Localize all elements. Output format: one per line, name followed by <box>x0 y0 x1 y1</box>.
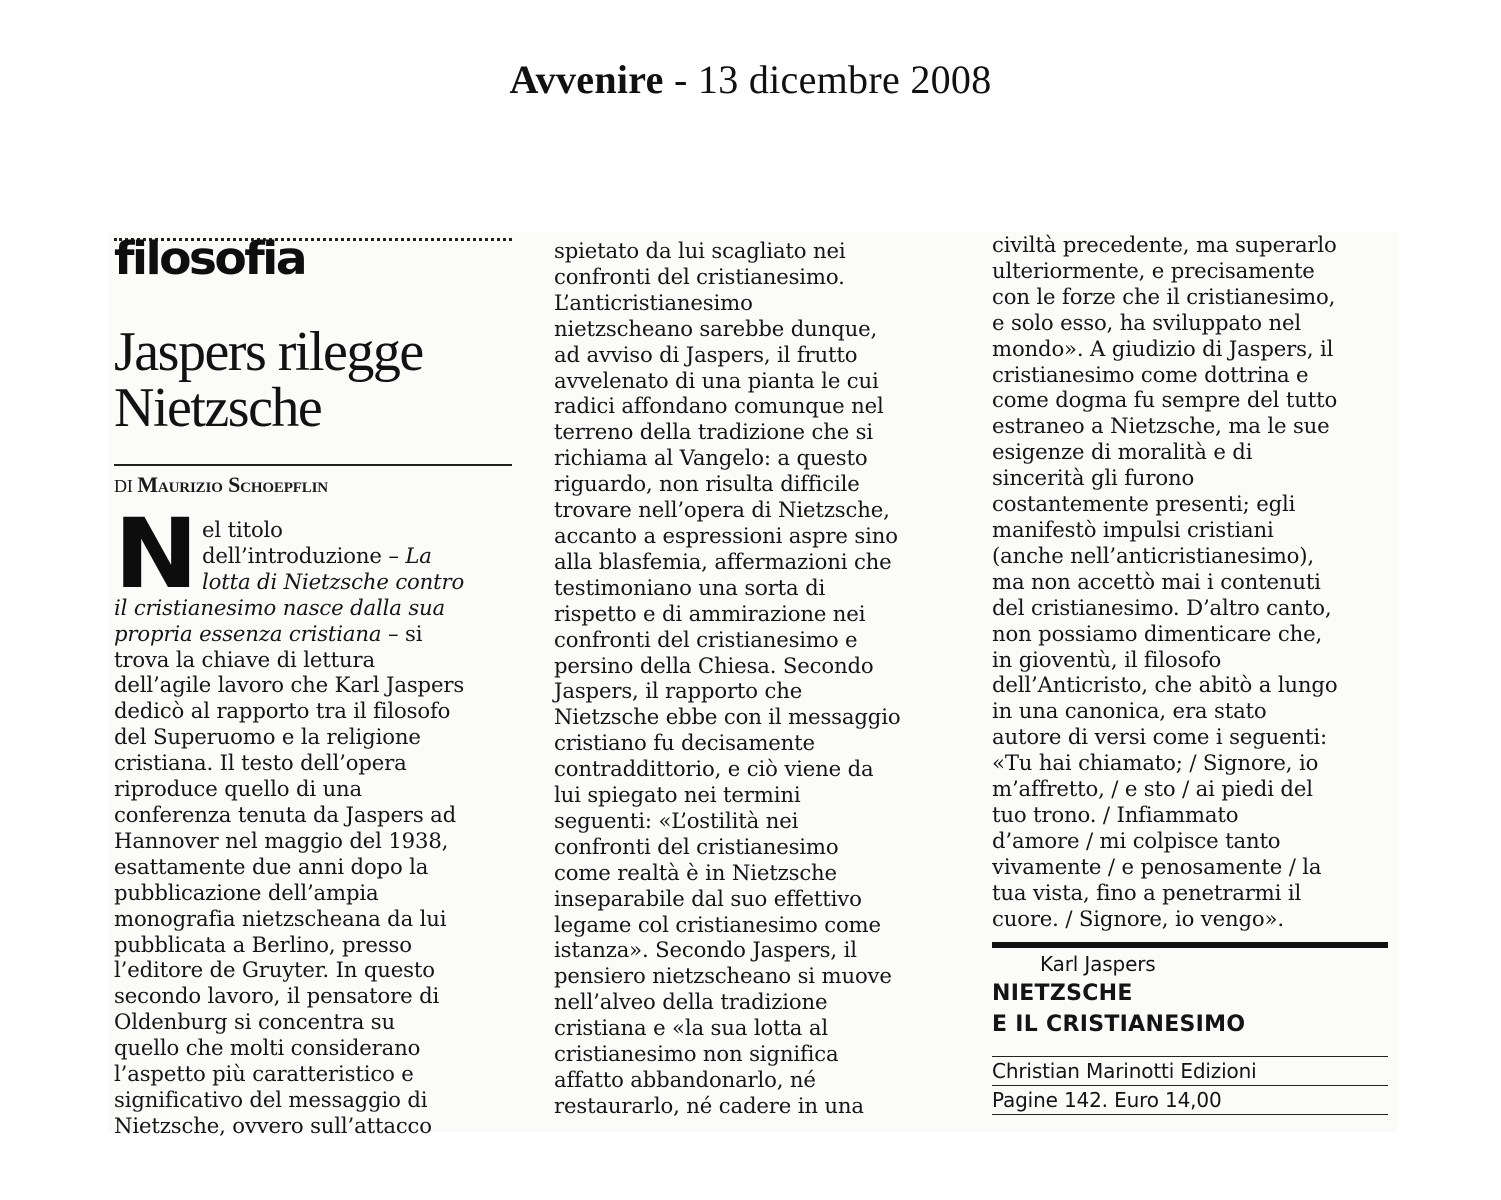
article-body-start <box>114 498 514 1139</box>
text-line: esattamente due anni dopo la <box>114 853 429 879</box>
headline-line: Nietzsche <box>114 377 322 439</box>
text-line: confronti del cristianesimo e <box>554 626 858 652</box>
text-line: Hannover nel maggio del 1938, <box>114 827 449 853</box>
text-line: cristiano fu decisamente <box>554 730 815 756</box>
text-block <box>554 238 954 1119</box>
byline <box>114 472 328 500</box>
text-line: m’affretto, / e sto / ai piedi del <box>992 776 1313 802</box>
text-line: monografia nietzscheana da lui <box>114 905 447 931</box>
text-line: (anche nell’anticristianesimo), <box>992 542 1314 568</box>
text-line: radici affondano comunque nel <box>554 393 884 419</box>
text-line: l’editore de Gruyter. In questo <box>114 957 435 983</box>
text-line: significativo del messaggio di <box>114 1086 428 1112</box>
text-line: cristianesimo non significa <box>554 1041 839 1067</box>
text-line: d’amore / mi colpisce tanto <box>992 827 1281 853</box>
text-line: cristiana. Il testo dell’opera <box>114 750 407 776</box>
text-line: testimoniano una sorta di <box>554 574 826 600</box>
text-fragment: dell’introduzione – <box>202 542 406 568</box>
book-title: E IL CRISTIANESIMO <box>992 1012 1246 1037</box>
book-title-italic: il cristianesimo nasce dalla sua <box>114 594 446 620</box>
text-line <box>114 621 514 647</box>
text-line: secondo lavoro, il pensatore di <box>114 983 440 1009</box>
newspaper-name: Avvenire <box>509 57 664 102</box>
text-line: cuore. / Signore, io vengo». <box>992 905 1284 931</box>
text-line: esigenze di moralità e di <box>992 439 1253 465</box>
text-line: persino della Chiesa. Secondo <box>554 652 874 678</box>
byline-prefix: DI <box>114 476 133 496</box>
text-line: in gioventù, il filosofo <box>992 646 1222 672</box>
drop-cap: N <box>114 498 199 610</box>
text-line: ulteriormente, e precisamente <box>992 257 1315 283</box>
text-line: sincerità gli furono <box>992 465 1195 491</box>
text-line: Nietzsche, ovvero sull’attacco <box>114 1112 432 1138</box>
text-line: confronti del cristianesimo <box>554 833 839 859</box>
publication-date: 13 dicembre 2008 <box>697 57 992 102</box>
text-line: seguenti: «L’ostilità nei <box>554 807 799 833</box>
text-line: del cristianesimo. D’altro canto, <box>992 594 1332 620</box>
text-line: «Tu hai chiamato; / Signore, io <box>992 750 1319 776</box>
text-line: riguardo, non risulta difficile <box>554 471 860 497</box>
text-line: Nietzsche ebbe con il messaggio <box>554 704 901 730</box>
article-column-2 <box>554 238 954 1119</box>
book-details: Pagine 142. Euro 14,00 <box>992 1086 1388 1115</box>
text-line: mondo». A giudizio di Jaspers, il <box>992 335 1334 361</box>
text-line: istanza». Secondo Jaspers, il <box>554 937 857 963</box>
text-line: lui spiegato nei termini <box>554 782 801 808</box>
text-line: terreno della tradizione che si <box>554 419 874 445</box>
text-line: autore di versi come i seguenti: <box>992 724 1327 750</box>
text-line: el titolo <box>202 517 283 542</box>
masthead-separator: - <box>663 57 698 102</box>
text-line: confronti del cristianesimo. <box>554 263 845 289</box>
text-line: con le forze che il cristianesimo, <box>992 283 1336 309</box>
book-info-box <box>992 950 1388 1115</box>
book-title: NIETZSCHE <box>992 981 1133 1006</box>
book-title-italic: propria essenza cristiana <box>114 620 382 646</box>
text-line: conferenza tenuta da Jaspers ad <box>114 801 457 827</box>
text-block <box>992 232 1392 931</box>
article-headline <box>114 321 534 439</box>
text-line: legame col cristianesimo come <box>554 911 881 937</box>
text-line: restaurarlo, né cadere in una <box>554 1092 864 1118</box>
text-line: civiltà precedente, ma superarlo <box>992 232 1337 257</box>
book-author: Karl Jaspers <box>1040 952 1156 976</box>
text-line: trova la chiave di lettura <box>114 646 375 672</box>
text-line: ma non accettò mai i contenuti <box>992 568 1321 594</box>
text-line: accanto a espressioni aspre sino <box>554 522 898 548</box>
text-line: trovare nell’opera di Nietzsche, <box>554 497 890 523</box>
text-line: dell’agile lavoro che Karl Jaspers <box>114 672 465 698</box>
book-publisher: Christian Marinotti Edizioni <box>992 1057 1388 1086</box>
text-line: contraddittorio, e ciò viene da <box>554 756 874 782</box>
text-line: vivamente / e penosamente / la <box>992 853 1322 879</box>
text-line: avvelenato di una pianta le cui <box>554 367 879 393</box>
article-column-3 <box>992 232 1392 1112</box>
text-line: come realtà è in Nietzsche <box>554 859 837 885</box>
text-line: e solo esso, ha sviluppato nel <box>992 309 1301 335</box>
text-line: in una canonica, era stato <box>992 698 1267 724</box>
headline-line: Jaspers rilegge <box>114 321 423 383</box>
text-line: come dogma fu sempre del tutto <box>992 387 1338 413</box>
text-line: pubblicazione dell’ampia <box>114 879 379 905</box>
headline-rule <box>114 464 512 466</box>
text-line: tuo trono. / Infiammato <box>992 801 1239 827</box>
section-label: filosofia <box>114 232 306 285</box>
text-block <box>114 647 514 1139</box>
text-line: ad avviso di Jaspers, il frutto <box>554 341 858 367</box>
text-line: manifestò impulsi cristiani <box>992 516 1274 542</box>
newspaper-clipping <box>108 232 1398 1138</box>
author-name: Maurizio Schoepflin <box>137 472 328 497</box>
masthead <box>0 56 1501 103</box>
text-line: costantemente presenti; egli <box>992 491 1296 517</box>
text-line: non possiamo dimenticare che, <box>992 620 1323 646</box>
text-line: inseparabile dal suo effettivo <box>554 885 862 911</box>
text-line: affatto abbandonarlo, né <box>554 1067 816 1092</box>
text-line: spietato da lui scagliato nei <box>554 238 846 263</box>
text-fragment: – si <box>381 620 423 646</box>
text-line: pubblicata a Berlino, presso <box>114 931 412 957</box>
text-line: estraneo a Nietzsche, ma le sue <box>992 413 1330 439</box>
book-title-italic: La <box>405 542 432 568</box>
book-title-italic: lotta di Nietzsche contro <box>202 568 465 594</box>
text-line: rispetto e di ammirazione nei <box>554 600 866 626</box>
text-line: cristiana e «la sua lotta al <box>554 1015 828 1041</box>
text-line: quello che molti considerano <box>114 1035 421 1061</box>
text-line: Jaspers, il rapporto che <box>554 678 803 704</box>
text-line: richiama al Vangelo: a questo <box>554 445 868 471</box>
text-line: cristianesimo come dottrina e <box>992 361 1309 387</box>
text-line: dell’Anticristo, che abitò a lungo <box>992 672 1338 698</box>
text-line: riproduce quello di una <box>114 776 363 802</box>
text-line: L’anticristianesimo <box>554 289 753 315</box>
text-line: dedicò al rapporto tra il filosofo <box>114 698 451 724</box>
text-line: tua vista, fino a penetrarmi il <box>992 879 1302 905</box>
text-line: alla blasfemia, affermazioni che <box>554 548 892 574</box>
book-box-rule <box>992 942 1388 948</box>
text-line: del Superuomo e la religione <box>114 724 421 750</box>
text-line: Oldenburg si concentra su <box>114 1009 396 1035</box>
text-line: pensiero nietzscheano si muove <box>554 963 892 989</box>
text-line: nietzscheano sarebbe dunque, <box>554 315 878 341</box>
text-line: nell’alveo della tradizione <box>554 989 828 1015</box>
text-line: l’aspetto più caratteristico e <box>114 1061 414 1087</box>
